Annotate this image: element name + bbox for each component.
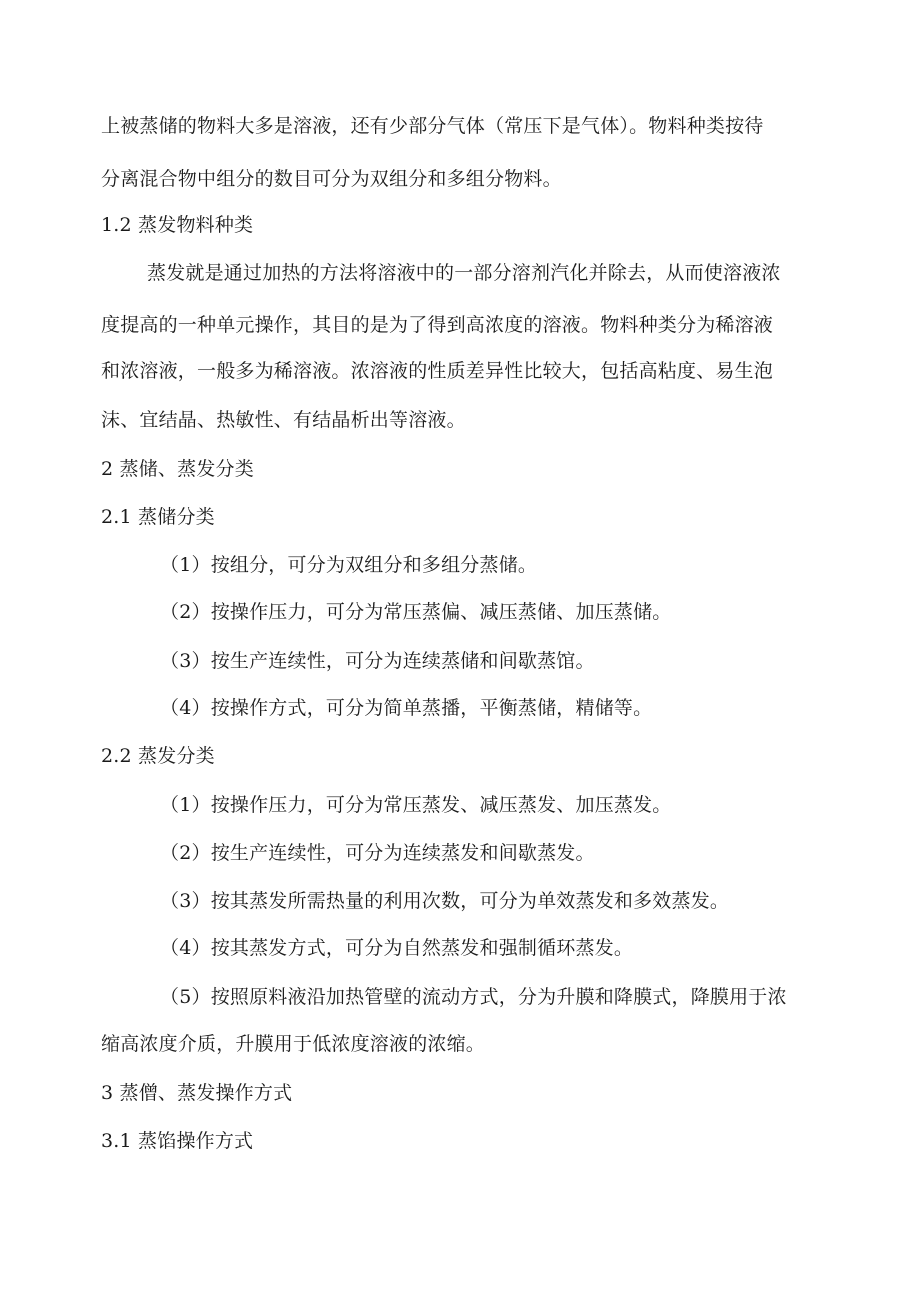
list-item: （3）按生产连续性，可分为连续蒸储和间歇蒸馆。: [160, 650, 595, 672]
heading-1-2: 1.2 蒸发物料种类: [101, 214, 254, 236]
para-1-2-line-1: 蒸发就是通过加热的方法将溶液中的一部分溶剂汽化并除去，从而使溶液浓: [147, 262, 781, 284]
list-item: （2）按操作压力，可分为常压蒸偏、减压蒸储、加压蒸储。: [160, 601, 672, 623]
list-item: （2）按生产连续性，可分为连续蒸发和间歇蒸发。: [160, 842, 595, 864]
intro-line-2: 分离混合物中组分的数目可分为双组分和多组分物料。: [101, 168, 562, 190]
intro-line-1: 上被蒸储的物料大多是溶液，还有少部分气体（常压下是气体）。物料种类按待: [101, 115, 764, 137]
list-item: （4）按操作方式，可分为简单蒸播，平衡蒸储，精储等。: [160, 697, 653, 719]
list-item: （5）按照原料液沿加热管壁的流动方式，分为升膜和降膜式，降膜用于浓: [160, 986, 787, 1008]
list-item: （1）按操作压力，可分为常压蒸发、减压蒸发、加压蒸发。: [160, 794, 672, 816]
heading-3: 3 蒸僧、蒸发操作方式: [101, 1082, 293, 1104]
para-1-2-line-2: 度提高的一种单元操作，其目的是为了得到高浓度的溶液。物料种类分为稀溶液: [101, 314, 774, 336]
para-1-2-line-3: 和浓溶液，一般多为稀溶液。浓溶液的性质差异性比较大，包括高粘度、易生泡: [101, 360, 774, 382]
heading-2-2: 2.2 蒸发分类: [101, 745, 215, 767]
heading-2-1: 2.1 蒸储分类: [101, 506, 215, 528]
heading-3-1: 3.1 蒸馅操作方式: [101, 1130, 254, 1152]
list-item: （3）按其蒸发所需热量的利用次数，可分为单效蒸发和多效蒸发。: [160, 890, 730, 912]
list-item: （1）按组分，可分为双组分和多组分蒸储。: [160, 554, 538, 576]
list-item: （4）按其蒸发方式，可分为自然蒸发和强制循环蒸发。: [160, 937, 634, 959]
list-item-continuation: 缩高浓度介质，升膜用于低浓度溶液的浓缩。: [101, 1033, 486, 1055]
para-1-2-line-4: 沫、宜结晶、热敏性、有结晶析出等溶液。: [101, 409, 466, 431]
heading-2: 2 蒸储、蒸发分类: [101, 458, 254, 480]
